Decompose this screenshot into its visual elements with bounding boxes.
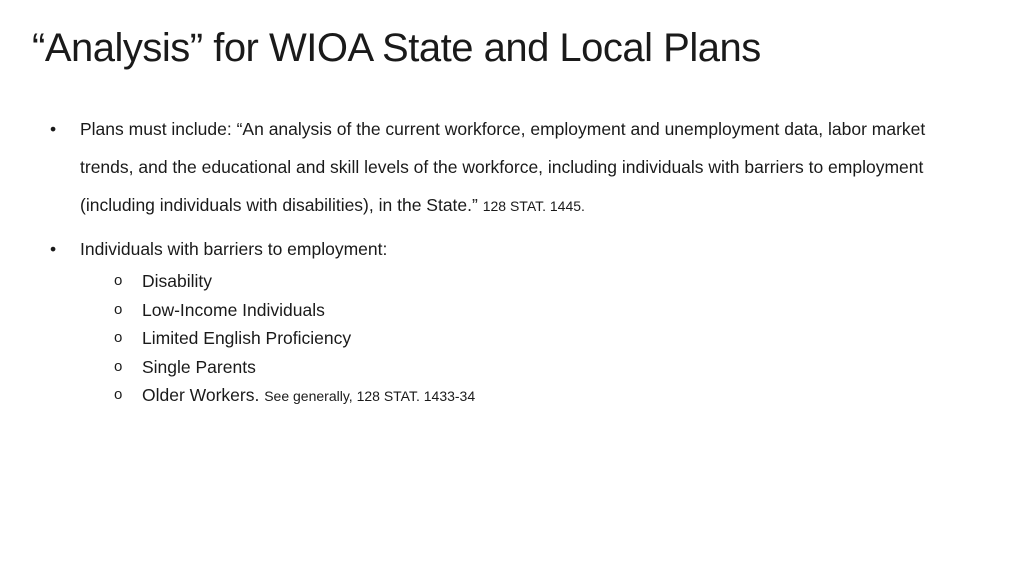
sub-bullet-marker: o <box>114 300 123 318</box>
bullet-item <box>50 110 970 225</box>
sub-list <box>114 267 714 410</box>
sub-bullet-marker: o <box>114 386 123 403</box>
sub-item-label: Disability <box>142 271 213 291</box>
bullet-marker: • <box>50 119 57 139</box>
bullet-text <box>80 110 970 225</box>
sub-item-label <box>142 381 475 411</box>
sub-bullet-marker: o <box>114 272 123 289</box>
sub-item-text: Older Workers. <box>142 385 260 405</box>
bullet-text-body: Plans must include: “An analysis of the current workforce, employment and unemployment data, labor market trends, and the educational and skill levels of the workforce, including individuals with barriers to employment (including individuals with disabilities), in the State.” <box>80 119 926 215</box>
sub-item-label: Single Parents <box>142 356 256 377</box>
slide-title: “Analysis” for WIOA State and Local Plans <box>32 26 761 70</box>
bullet-text: Individuals with barriers to employment: <box>80 239 388 259</box>
sub-bullet-marker: o <box>114 329 123 346</box>
bullet-marker: • <box>50 239 57 259</box>
bullet-item <box>50 230 970 268</box>
citation: 128 STAT. 1445. <box>482 198 585 214</box>
sub-list-item <box>114 296 714 325</box>
sub-list-item <box>114 381 714 410</box>
sub-list-item <box>114 324 714 353</box>
sub-bullet-marker: o <box>114 357 123 375</box>
citation: See generally, 128 STAT. 1433-34 <box>264 388 476 404</box>
sub-item-label: Limited English Proficiency <box>142 328 352 348</box>
sub-item-label: Low-Income Individuals <box>142 299 325 320</box>
sub-list-item <box>114 353 714 382</box>
sub-list-item <box>114 267 714 296</box>
